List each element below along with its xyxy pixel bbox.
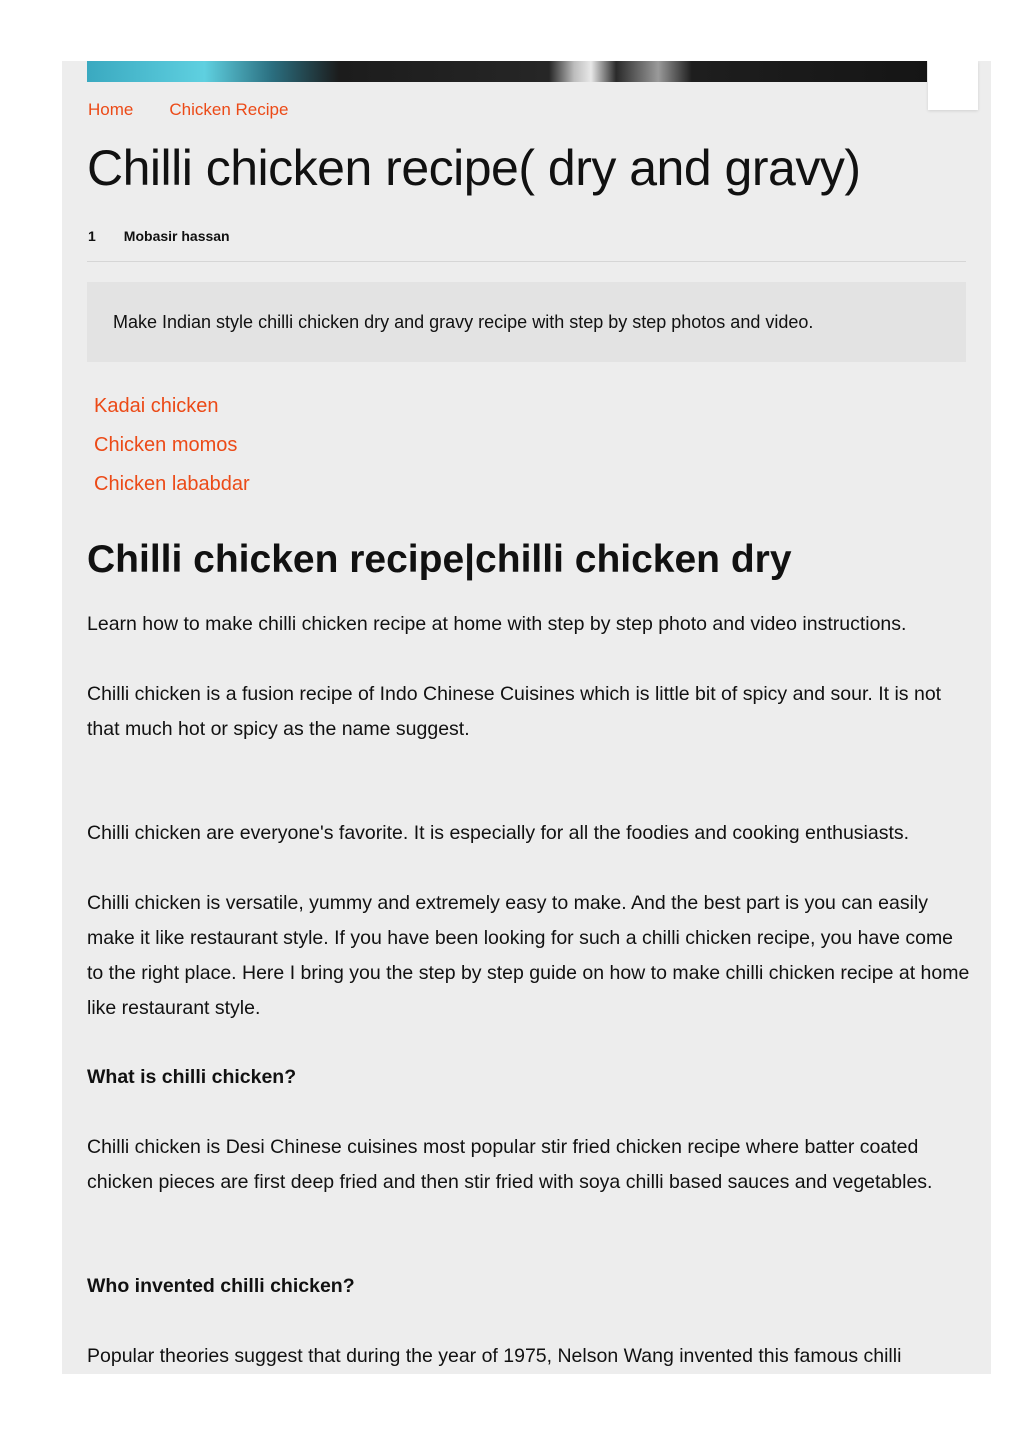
related-links xyxy=(94,387,250,504)
corner-widget[interactable] xyxy=(928,61,978,110)
breadcrumb-category-link[interactable]: Chicken Recipe xyxy=(169,100,289,119)
summary-text: Make Indian style chilli chicken dry and gravy recipe with step by step photos and video. xyxy=(113,312,814,332)
list-item xyxy=(94,426,250,465)
divider xyxy=(87,261,966,262)
related-link-chicken-lababdar[interactable]: Chicken lababdar xyxy=(94,473,250,495)
page-title: Chilli chicken recipe( dry and gravy) xyxy=(87,140,861,196)
article-card xyxy=(62,61,991,1374)
hero-image xyxy=(87,61,927,82)
related-link-kadai-chicken[interactable]: Kadai chicken xyxy=(94,395,219,417)
list-item xyxy=(94,387,250,426)
article-meta xyxy=(88,228,230,244)
breadcrumb-home-link[interactable]: Home xyxy=(88,100,134,119)
paragraph-versatile: Chilli chicken is versatile, yummy and extremely easy to make. And the best part is you can easily make it like restaurant style. If you have been looking for such a chilli chicken recipe, you have come to the right place. Here I bring you the step by step guide on how to make chilli chicken recipe at home like restaurant style. xyxy=(87,892,970,1019)
breadcrumb xyxy=(88,100,288,120)
summary-box xyxy=(87,282,966,362)
section-heading: Chilli chicken recipe|chilli chicken dry xyxy=(87,538,792,581)
list-item xyxy=(94,465,250,504)
paragraph-history: Popular theories suggest that during the year of 1975, Nelson Wang invented this famous chilli xyxy=(87,1345,902,1367)
paragraph-intro: Learn how to make chilli chicken recipe at home with step by step photo and video instructions. xyxy=(87,613,907,635)
paragraph-favorite: Chilli chicken are everyone's favorite. It is especially for all the foodies and cooking enthusiasts. xyxy=(87,822,910,844)
author-name[interactable]: Mobasir hassan xyxy=(123,228,230,244)
paragraph-fusion: Chilli chicken is a fusion recipe of Indo Chinese Cuisines which is little bit of spicy and sour. It is not that much hot or spicy as the name suggest. xyxy=(87,683,942,740)
paragraph-definition: Chilli chicken is Desi Chinese cuisines most popular stir fried chicken recipe where batter coated chicken pieces are first deep fried and then stir fried with soya chilli based sauces and vegetables. xyxy=(87,1136,933,1193)
related-link-chicken-momos[interactable]: Chicken momos xyxy=(94,434,238,456)
comment-count[interactable]: 1 xyxy=(88,228,96,244)
subheading-what-is: What is chilli chicken? xyxy=(87,1066,297,1088)
subheading-who-invented: Who invented chilli chicken? xyxy=(87,1275,355,1297)
